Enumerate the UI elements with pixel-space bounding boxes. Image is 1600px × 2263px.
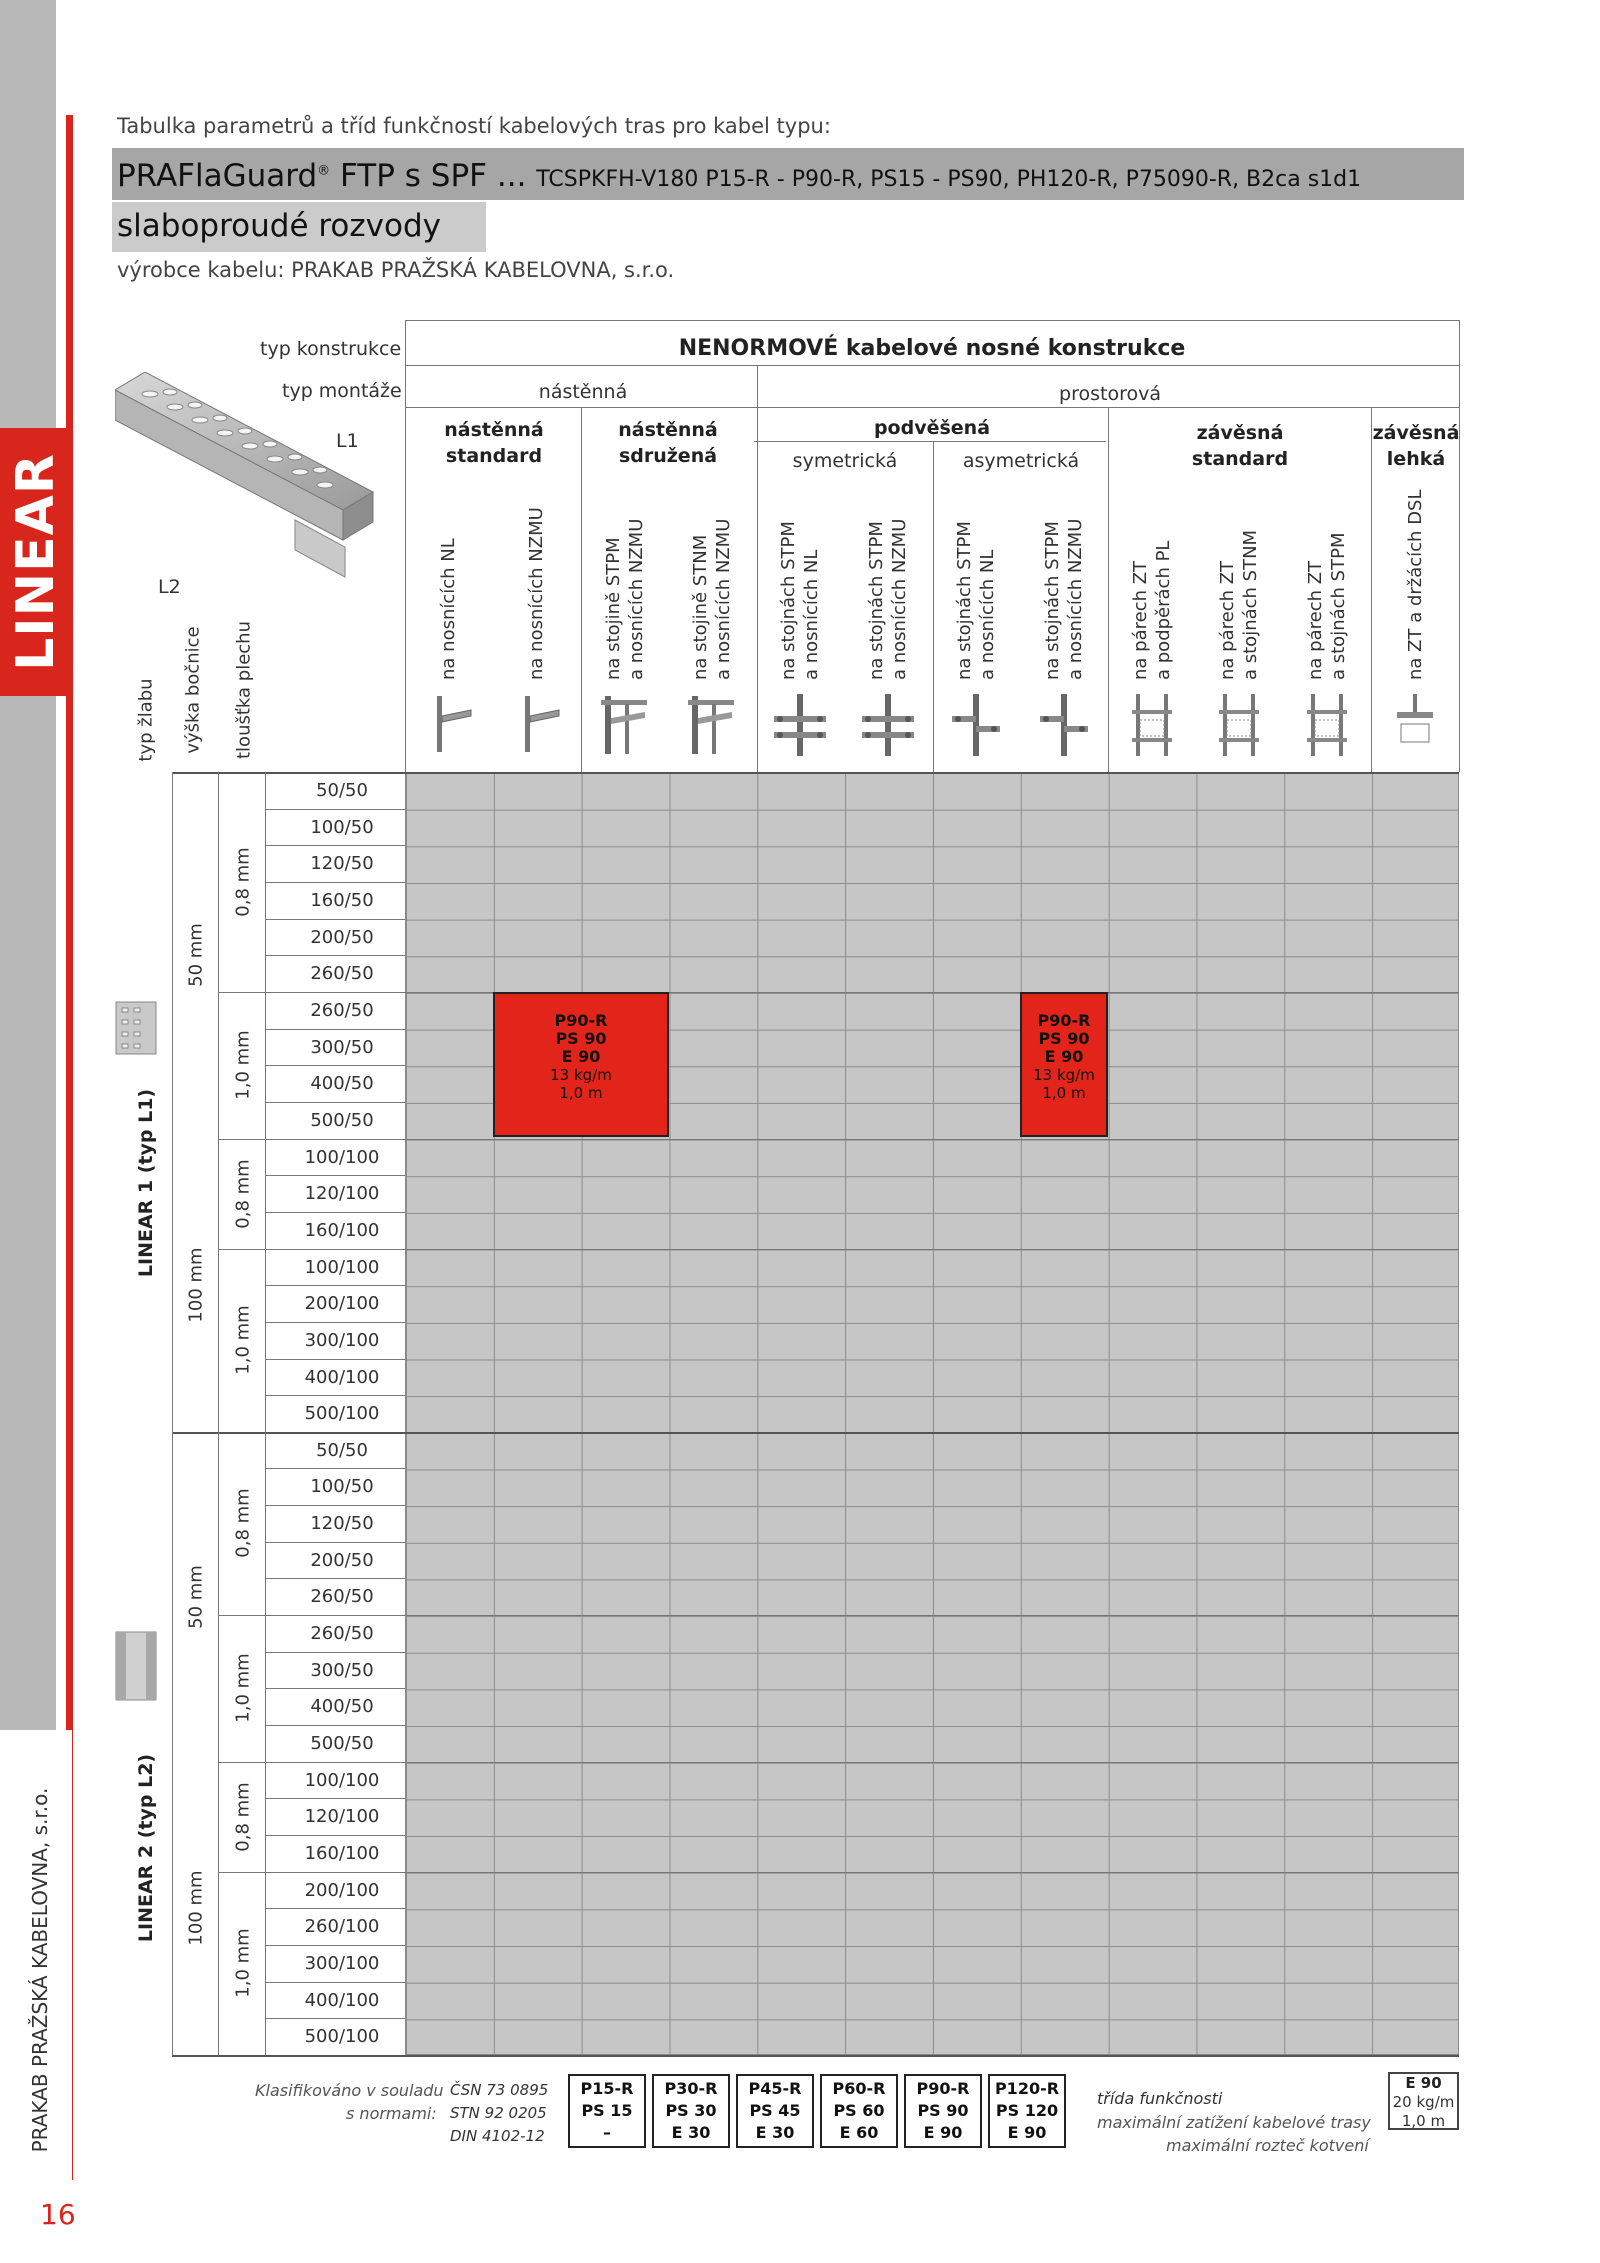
column-label: na párech ZT bbox=[1217, 560, 1239, 680]
function-class-line: PS 60 bbox=[833, 2101, 885, 2120]
result-class-ps: PS 90 bbox=[555, 1029, 607, 1048]
sheet-thickness-label: 1,0 mm bbox=[232, 1653, 254, 1724]
header-right-edge bbox=[1459, 320, 1460, 772]
row-label-line bbox=[265, 1982, 405, 1983]
sheet-thickness-label: 0,8 mm bbox=[232, 1782, 254, 1852]
row-label-line bbox=[265, 1029, 405, 1030]
mount-type-icon bbox=[1385, 690, 1445, 760]
function-class-line: – bbox=[603, 2123, 611, 2142]
result-load: 13 kg/m bbox=[550, 1066, 612, 1084]
group-line bbox=[172, 1432, 1459, 1434]
row-label: 260/50 bbox=[310, 1623, 374, 1645]
function-class-line: P15-R bbox=[580, 2079, 634, 2098]
sheet-thickness-label: 0,8 mm bbox=[232, 1158, 254, 1229]
function-class-line: E 90 bbox=[1007, 2123, 1047, 2142]
function-class-box bbox=[904, 2074, 982, 2148]
column-label: a nosnících NL bbox=[801, 549, 823, 680]
header-intro: Tabulka parametrů a tříd funkčností kabelových tras pro kabel typu: bbox=[117, 114, 831, 138]
column-label: a nosnících NZMU bbox=[713, 518, 735, 680]
row-label-line bbox=[265, 1945, 405, 1946]
column-label: na ZT a držácích DSL bbox=[1404, 489, 1426, 680]
row-label: 300/100 bbox=[304, 1953, 380, 1975]
column-label: a nosnících NZMU bbox=[625, 518, 647, 680]
row-label-line bbox=[265, 955, 405, 956]
row-label: 100/100 bbox=[304, 1146, 380, 1168]
row-label: 400/50 bbox=[310, 1073, 374, 1095]
function-class-line: E 60 bbox=[839, 2123, 879, 2142]
result-cell-nzmu bbox=[493, 992, 669, 1137]
header-divider-montaz bbox=[757, 365, 758, 772]
header-line-1 bbox=[405, 365, 1459, 366]
function-class-line: P60-R bbox=[832, 2079, 886, 2098]
bocnice-height-label: 50 mm bbox=[185, 923, 207, 988]
column-label: a stojnách STNM bbox=[1240, 529, 1262, 680]
company-side-label: PRAKAB PRAŽSKÁ KABELOVNA, s.r.o. bbox=[28, 1787, 52, 2153]
mount-type-icon bbox=[770, 690, 830, 760]
norm-stn: STN 92 0205 bbox=[450, 2104, 547, 2122]
mount-type-icon bbox=[946, 690, 1006, 760]
mount-type-icon bbox=[1297, 690, 1357, 760]
function-class-line: PS 90 bbox=[917, 2101, 969, 2120]
row-label: 120/50 bbox=[310, 1513, 374, 1535]
row-label-line bbox=[265, 919, 405, 920]
brand-label: LINEAR bbox=[6, 453, 66, 671]
sheet-thickness-label: 0,8 mm bbox=[232, 1488, 254, 1559]
function-class-line: P120-R bbox=[994, 2079, 1060, 2098]
column-label: na stojině STPM bbox=[602, 537, 624, 680]
row-label-line bbox=[265, 1102, 405, 1103]
function-class-line: E 30 bbox=[755, 2123, 795, 2142]
title-reg: ® bbox=[317, 163, 331, 179]
title-brand: PRAFlaGuard bbox=[117, 158, 318, 194]
row-label: 260/50 bbox=[310, 999, 374, 1021]
row-label: 500/100 bbox=[304, 2026, 380, 2048]
group-line bbox=[218, 1762, 1459, 1763]
row-label-line bbox=[265, 1578, 405, 1579]
group-line bbox=[218, 1872, 1459, 1873]
result-class-p: P90-R bbox=[1037, 1011, 1091, 1030]
side-line-1 bbox=[172, 772, 173, 2055]
mount-type-icon bbox=[682, 690, 742, 760]
column-label: na nosnících NL bbox=[438, 538, 460, 680]
legend-zatizeni: maximální zatížení kabelové trasy bbox=[1097, 2113, 1371, 2132]
row-label: 200/100 bbox=[304, 1293, 380, 1315]
legend-roztec: maximální rozteč kotvení bbox=[1166, 2136, 1369, 2155]
row-label: 120/100 bbox=[304, 1183, 380, 1205]
legend-box-load: 20 kg/m bbox=[1392, 2093, 1455, 2111]
typ-montaze-label: typ montáže bbox=[282, 380, 402, 402]
mount-type-icon bbox=[1034, 690, 1094, 760]
row-label: 400/100 bbox=[304, 1989, 380, 2011]
header-line-2 bbox=[405, 407, 1459, 408]
mount-type-icon bbox=[1122, 690, 1182, 760]
group-podvesena: podvěšená bbox=[873, 417, 991, 439]
sheet-thickness-label: 1,0 mm bbox=[232, 1928, 254, 1999]
group-zavesna-lehka: závěsná lehká bbox=[1372, 422, 1460, 470]
row-label: 50/50 bbox=[316, 780, 368, 801]
column-label: a nosnících NZMU bbox=[889, 518, 911, 680]
group-line bbox=[218, 1139, 1459, 1140]
row-label-line bbox=[265, 2018, 405, 2019]
group-line bbox=[218, 992, 1459, 993]
row-label-line bbox=[265, 845, 405, 846]
row-label: 500/50 bbox=[310, 1733, 374, 1755]
row-label-line bbox=[265, 1359, 405, 1360]
result-load: 13 kg/m bbox=[1033, 1066, 1095, 1084]
function-class-line: PS 30 bbox=[665, 2101, 717, 2120]
function-class-line: PS 45 bbox=[749, 2101, 801, 2120]
axis-typ-zlabu: typ žlabu bbox=[135, 678, 157, 762]
function-class-line: PS 120 bbox=[995, 2101, 1059, 2120]
row-label-line bbox=[265, 1908, 405, 1909]
column-label: na stojnách STPM bbox=[953, 521, 975, 680]
header-left-edge bbox=[405, 320, 406, 772]
row-label: 260/100 bbox=[304, 1916, 380, 1938]
footer-classified: Klasifikováno v souladu bbox=[255, 2081, 444, 2100]
side-line-3 bbox=[265, 772, 266, 2055]
function-class-box bbox=[820, 2074, 898, 2148]
bocnice-height-label: 100 mm bbox=[185, 1870, 207, 1946]
row-label: 100/100 bbox=[304, 1769, 380, 1791]
row-label: 500/100 bbox=[304, 1403, 380, 1425]
sheet-thickness-label: 0,8 mm bbox=[232, 847, 254, 917]
result-class-p: P90-R bbox=[554, 1011, 608, 1030]
row-label-line bbox=[265, 809, 405, 810]
title-spec: TCSPKFH-V180 P15-R - P90-R, PS15 - PS90, PH120-R, P75090-R, B2ca s1d1 bbox=[536, 167, 1362, 192]
function-class-box bbox=[736, 2074, 814, 2148]
group-line bbox=[218, 1249, 1459, 1250]
group-line bbox=[218, 1615, 1459, 1616]
result-class-e: E 90 bbox=[561, 1047, 601, 1066]
result-span: 1,0 m bbox=[1042, 1084, 1086, 1102]
column-label: na párech ZT bbox=[1305, 560, 1327, 680]
row-label-line bbox=[265, 1725, 405, 1726]
row-label: 260/50 bbox=[310, 963, 374, 985]
row-label-line bbox=[265, 1468, 405, 1469]
row-label: 100/50 bbox=[310, 816, 374, 838]
montaz-prostorova: prostorová bbox=[1059, 383, 1161, 405]
row-label: 160/100 bbox=[304, 1219, 380, 1241]
function-class-line: PS 15 bbox=[581, 2101, 633, 2120]
row-label: 100/50 bbox=[310, 1476, 374, 1498]
legend-box-class: E 90 bbox=[1405, 2074, 1442, 2092]
function-class-line: P30-R bbox=[664, 2079, 718, 2098]
norm-din: DIN 4102-12 bbox=[450, 2127, 545, 2145]
column-label: a podpěrách PL bbox=[1152, 540, 1174, 680]
row-label: 300/50 bbox=[310, 1659, 374, 1681]
function-class-box bbox=[652, 2074, 730, 2148]
row-label: 400/100 bbox=[304, 1366, 380, 1388]
header-divider-3 bbox=[1108, 407, 1109, 772]
tray-label-l1: L1 bbox=[336, 430, 359, 452]
column-label: na stojnách STPM bbox=[866, 521, 888, 680]
row-label-line bbox=[265, 882, 405, 883]
group-symetricka: symetrická bbox=[792, 450, 898, 472]
group-nastenna-sdruzena: nástěnná sdružená bbox=[618, 419, 718, 467]
group-nastenna-standard: nástěnná standard bbox=[444, 419, 544, 467]
column-label: na párech ZT bbox=[1129, 560, 1151, 680]
manufacturer: výrobce kabelu: PRAKAB PRAŽSKÁ KABELOVNA, s.r.o. bbox=[117, 258, 675, 282]
row-label-line bbox=[265, 1835, 405, 1836]
type-linear2: LINEAR 2 (typ L2) bbox=[135, 1753, 157, 1943]
row-label: 200/50 bbox=[310, 926, 374, 948]
tray-label-l2: L2 bbox=[158, 576, 181, 598]
legend-trida: třída funkčnosti bbox=[1097, 2089, 1223, 2108]
row-label-line bbox=[265, 1395, 405, 1396]
result-class-e: E 90 bbox=[1044, 1047, 1084, 1066]
row-label: 260/50 bbox=[310, 1586, 374, 1608]
mount-type-icon bbox=[419, 690, 479, 760]
group-line bbox=[172, 772, 1459, 774]
side-line-2 bbox=[218, 772, 219, 2055]
row-label-line bbox=[265, 1652, 405, 1653]
axis-tloustka-plechu: tloušťka plechu bbox=[233, 621, 255, 759]
mount-type-icon bbox=[1209, 690, 1269, 760]
group-line bbox=[172, 2055, 1459, 2057]
axis-vyska-bocnice: výška bočnice bbox=[182, 626, 204, 754]
page-title bbox=[117, 158, 1361, 194]
row-label: 50/50 bbox=[316, 1439, 368, 1461]
mount-type-icon bbox=[858, 690, 918, 760]
tray-section-l1-icon bbox=[114, 1000, 158, 1056]
column-label: na stojnách STPM bbox=[778, 521, 800, 680]
title-rest: FTP s SPF ... bbox=[330, 158, 537, 194]
legend-box-span: 1,0 m bbox=[1401, 2112, 1446, 2130]
bocnice-height-label: 50 mm bbox=[185, 1564, 207, 1629]
result-grid bbox=[405, 772, 1459, 2055]
header-divider-2 bbox=[933, 441, 934, 772]
row-label: 160/100 bbox=[304, 1843, 380, 1865]
row-label: 200/100 bbox=[304, 1879, 380, 1901]
result-span: 1,0 m bbox=[559, 1084, 603, 1102]
row-label: 400/50 bbox=[310, 1696, 374, 1718]
function-class-line: P90-R bbox=[916, 2079, 970, 2098]
column-label: a nosnících NL bbox=[976, 549, 998, 680]
row-label: 120/100 bbox=[304, 1806, 380, 1828]
footer-norms-label: s normami: bbox=[346, 2104, 437, 2123]
sheet-thickness-label: 1,0 mm bbox=[232, 1030, 254, 1100]
row-label: 100/100 bbox=[304, 1256, 380, 1278]
function-class-line: P45-R bbox=[748, 2079, 802, 2098]
tray-section-l2-icon bbox=[114, 1630, 158, 1702]
row-label: 500/50 bbox=[310, 1109, 374, 1131]
function-class-line: E 30 bbox=[671, 2123, 711, 2142]
row-label: 300/50 bbox=[310, 1036, 374, 1058]
row-label-line bbox=[265, 1798, 405, 1799]
column-label: na nosnících NZMU bbox=[526, 507, 548, 680]
row-label: 200/50 bbox=[310, 1549, 374, 1571]
page-subtitle: slaboproudé rozvody bbox=[117, 208, 442, 244]
column-label: na stojnách STPM bbox=[1041, 521, 1063, 680]
type-linear1: LINEAR 1 (typ L1) bbox=[135, 1088, 157, 1278]
row-label: 300/100 bbox=[304, 1329, 380, 1351]
row-label: 120/50 bbox=[310, 853, 374, 875]
konstrukce-title: NENORMOVÉ kabelové nosné konstrukce bbox=[678, 336, 1186, 361]
row-label: 160/50 bbox=[310, 889, 374, 911]
row-label-line bbox=[265, 1322, 405, 1323]
function-class-box bbox=[568, 2074, 646, 2148]
row-label-line bbox=[265, 1505, 405, 1506]
row-label-line bbox=[265, 1065, 405, 1066]
group-zavesna-standard: závěsná standard bbox=[1191, 422, 1289, 470]
row-label-line bbox=[265, 1542, 405, 1543]
row-label-line bbox=[265, 1212, 405, 1213]
mount-type-icon bbox=[507, 690, 567, 760]
cable-tray-illustration bbox=[115, 372, 385, 632]
sheet-thickness-label: 1,0 mm bbox=[232, 1305, 254, 1375]
result-class-ps: PS 90 bbox=[1038, 1029, 1090, 1048]
header-top-line bbox=[405, 320, 1459, 321]
bocnice-height-label: 100 mm bbox=[185, 1247, 207, 1323]
result-cell-asym-nzmu bbox=[1020, 992, 1108, 1137]
function-class-line: E 90 bbox=[923, 2123, 963, 2142]
legend-box bbox=[1388, 2072, 1459, 2130]
mount-type-icon bbox=[595, 690, 655, 760]
row-label-line bbox=[265, 1688, 405, 1689]
montaz-nastenna: nástěnná bbox=[538, 381, 628, 403]
row-label-line bbox=[265, 1175, 405, 1176]
function-class-box bbox=[988, 2074, 1066, 2148]
row-label-line bbox=[265, 1285, 405, 1286]
norm-csn: ČSN 73 0895 bbox=[450, 2081, 549, 2099]
header-divider-1 bbox=[581, 407, 582, 772]
column-label: na stojině STNM bbox=[690, 534, 712, 680]
typ-konstrukce-label: typ konstrukce bbox=[260, 338, 402, 360]
group-asymetricka: asymetrická bbox=[962, 450, 1080, 472]
page-number: 16 bbox=[40, 2198, 76, 2231]
column-label: a nosnících NZMU bbox=[1064, 518, 1086, 680]
header-line-3 bbox=[754, 441, 1106, 442]
column-label: a stojnách STPM bbox=[1328, 532, 1350, 680]
